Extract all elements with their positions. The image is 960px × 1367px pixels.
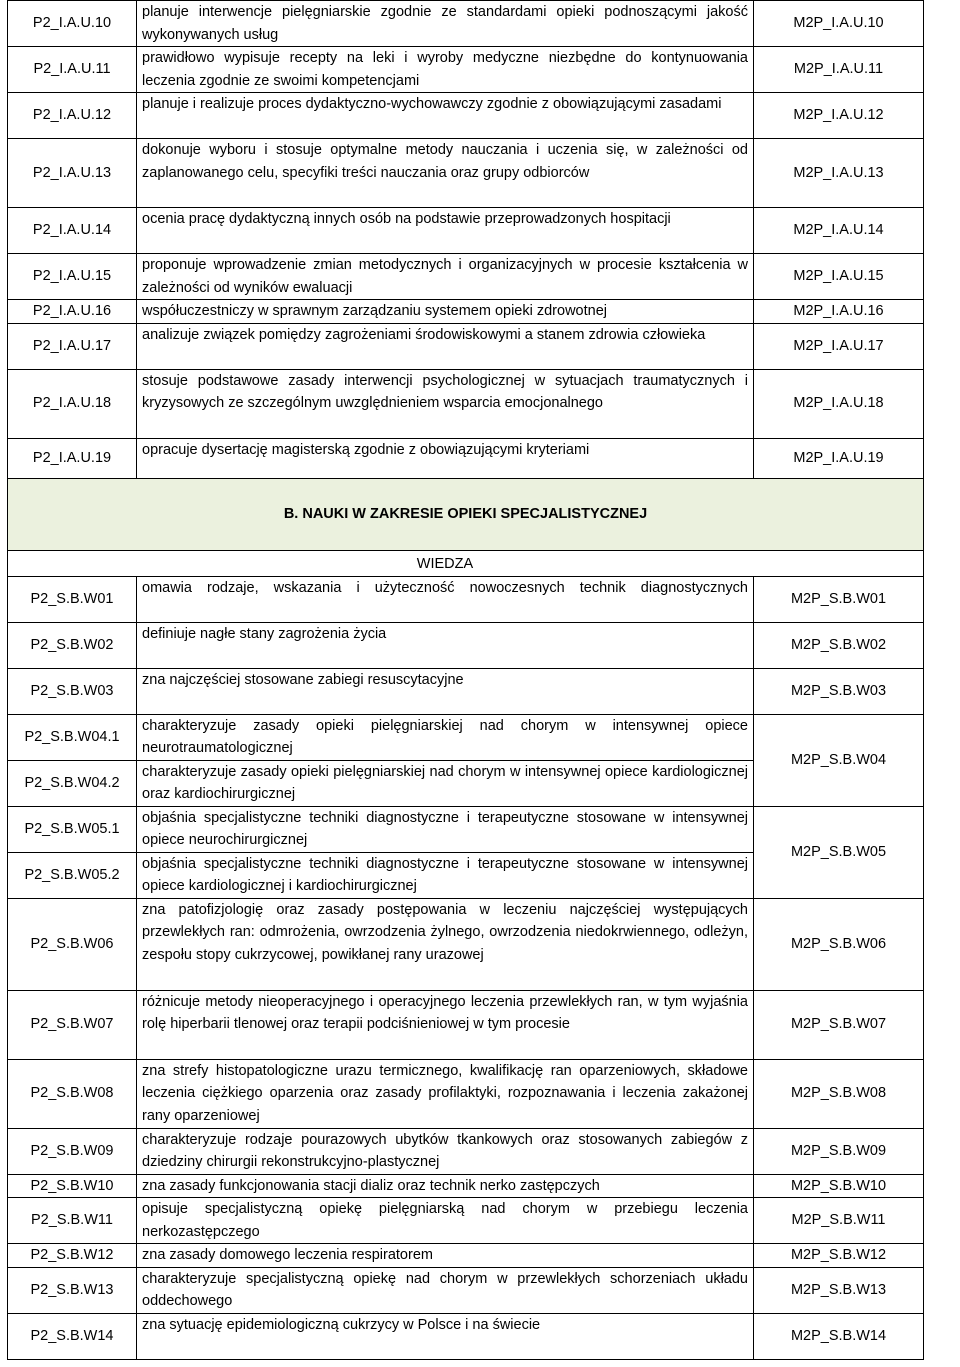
table-row xyxy=(8,1128,924,1174)
table-row xyxy=(8,208,924,254)
table-row xyxy=(8,576,924,622)
outcome-code: P2_S.B.W14 xyxy=(8,1313,137,1359)
outcome-code: P2_I.A.U.11 xyxy=(8,47,137,93)
outcome-reference: M2P_S.B.W12 xyxy=(754,1244,924,1268)
outcome-code: P2_S.B.W01 xyxy=(8,576,137,622)
outcome-description: planuje i realizuje proces dydaktyczno-wychowawczy zgodnie z obowiązującymi zasadami xyxy=(137,93,754,139)
outcome-reference: M2P_S.B.W10 xyxy=(754,1174,924,1198)
outcome-description: objaśnia specjalistyczne techniki diagnostyczne i terapeutyczne stosowane w intensywnej opiece kardiologicznej i kardiochirurgicznej xyxy=(137,852,754,898)
outcome-description: omawia rodzaje, wskazania i użyteczność nowoczesnych technik diagnostycznych xyxy=(137,576,754,622)
table-row xyxy=(8,1059,924,1128)
outcome-description: charakteryzuje specjalistyczną opiekę nad chorym w przewlekłych schorzeniach układu oddechowego xyxy=(137,1267,754,1313)
table-row xyxy=(8,47,924,93)
outcome-code: P2_S.B.W03 xyxy=(8,668,137,714)
outcome-description: definiuje nagłe stany zagrożenia życia xyxy=(137,622,754,668)
table-row xyxy=(8,1,924,47)
outcome-reference: M2P_I.A.U.12 xyxy=(754,93,924,139)
section-heading-row xyxy=(8,478,924,550)
outcome-reference: M2P_S.B.W08 xyxy=(754,1059,924,1128)
outcome-reference: M2P_S.B.W02 xyxy=(754,622,924,668)
table-row xyxy=(8,990,924,1059)
outcome-code: P2_I.A.U.13 xyxy=(8,139,137,208)
table-row xyxy=(8,1313,924,1359)
outcome-code: P2_I.A.U.12 xyxy=(8,93,137,139)
outcome-reference: M2P_I.A.U.13 xyxy=(754,139,924,208)
outcome-code: P2_I.A.U.14 xyxy=(8,208,137,254)
outcome-reference: M2P_I.A.U.15 xyxy=(754,254,924,300)
outcome-description: różnicuje metody nieoperacyjnego i operacyjnego leczenia przewlekłych ran, w tym wyjaśnia rolę hiperbarii tlenowej oraz terapii podciśnieniowej w tym procesie xyxy=(137,990,754,1059)
outcome-reference: M2P_I.A.U.10 xyxy=(754,1,924,47)
outcome-reference: M2P_S.B.W01 xyxy=(754,576,924,622)
table-row xyxy=(8,622,924,668)
outcome-description: proponuje wprowadzenie zmian metodycznych i organizacyjnych w procesie kształcenia w zależności od wyników ewaluacji xyxy=(137,254,754,300)
outcome-description: analizuje związek pomiędzy zagrożeniami środowiskowymi a stanem zdrowia człowieka xyxy=(137,323,754,369)
outcome-reference: M2P_S.B.W05 xyxy=(754,806,924,898)
outcome-code: P2_S.B.W05.1 xyxy=(8,806,137,852)
outcome-description: dokonuje wyboru i stosuje optymalne metody nauczania i uczenia się, w zależności od zaplanowanego celu, specyfiki treści nauczania oraz grupy odbiorców xyxy=(137,139,754,208)
table-row xyxy=(8,1267,924,1313)
outcome-reference: M2P_I.A.U.18 xyxy=(754,369,924,438)
outcome-description: objaśnia specjalistyczne techniki diagnostyczne i terapeutyczne stosowane w intensywnej opiece neurochirurgicznej xyxy=(137,806,754,852)
learning-outcomes-table xyxy=(7,0,924,1360)
outcome-reference: M2P_I.A.U.19 xyxy=(754,438,924,478)
outcome-reference: M2P_S.B.W07 xyxy=(754,990,924,1059)
outcome-reference: M2P_S.B.W11 xyxy=(754,1198,924,1244)
outcome-code: P2_S.B.W08 xyxy=(8,1059,137,1128)
outcome-code: P2_S.B.W02 xyxy=(8,622,137,668)
outcome-reference: M2P_I.A.U.16 xyxy=(754,300,924,324)
outcome-code: P2_S.B.W04.2 xyxy=(8,760,137,806)
outcome-code: P2_I.A.U.19 xyxy=(8,438,137,478)
outcome-description: ocenia pracę dydaktyczną innych osób na podstawie przeprowadzonych hospitacji xyxy=(137,208,754,254)
outcome-reference: M2P_I.A.U.14 xyxy=(754,208,924,254)
table-row xyxy=(8,369,924,438)
outcome-reference: M2P_S.B.W04 xyxy=(754,714,924,806)
outcome-description: zna najczęściej stosowane zabiegi resuscytacyjne xyxy=(137,668,754,714)
outcome-reference: M2P_S.B.W09 xyxy=(754,1128,924,1174)
outcome-description: planuje interwencje pielęgniarskie zgodnie ze standardami opieki podnoszącymi jakość wykonywanych usług xyxy=(137,1,754,47)
table-row xyxy=(8,93,924,139)
outcome-code: P2_S.B.W11 xyxy=(8,1198,137,1244)
table-row xyxy=(8,1174,924,1198)
outcome-description: charakteryzuje zasady opieki pielęgniarskiej nad chorym w intensywnej opiece neurotraumatologicznej xyxy=(137,714,754,760)
outcome-description: prawidłowo wypisuje recepty na leki i wyroby medyczne niezbędne do kontynuowania leczenia zgodnie ze swoimi kompetencjami xyxy=(137,47,754,93)
table-row xyxy=(8,300,924,324)
outcome-description: stosuje podstawowe zasady interwencji psychologicznej w sytuacjach traumatycznych i kryzysowych ze szczególnym uwzględnieniem wsparcia emocjonalnego xyxy=(137,369,754,438)
outcome-code: P2_S.B.W07 xyxy=(8,990,137,1059)
outcome-reference: M2P_S.B.W03 xyxy=(754,668,924,714)
outcome-description: zna zasady domowego leczenia respiratorem xyxy=(137,1244,754,1268)
table-row xyxy=(8,323,924,369)
outcome-description: zna sytuację epidemiologiczną cukrzycy w Polsce i na świecie xyxy=(137,1313,754,1359)
outcome-code: P2_I.A.U.15 xyxy=(8,254,137,300)
table-row xyxy=(8,806,924,852)
outcome-code: P2_S.B.W05.2 xyxy=(8,852,137,898)
outcome-description: opisuje specjalistyczną opiekę pielęgniarską nad chorym w przebiegu leczenia nerkozastępczego xyxy=(137,1198,754,1244)
subsection-heading-row xyxy=(8,550,924,576)
outcome-code: P2_S.B.W04.1 xyxy=(8,714,137,760)
outcome-code: P2_S.B.W10 xyxy=(8,1174,137,1198)
section-title: B. NAUKI W ZAKRESIE OPIEKI SPECJALISTYCZNEJ xyxy=(8,478,924,550)
table-row xyxy=(8,1244,924,1268)
outcome-reference: M2P_S.B.W06 xyxy=(754,898,924,990)
table-row xyxy=(8,898,924,990)
outcome-description: charakteryzuje zasady opieki pielęgniarskiej nad chorym w intensywnej opiece kardiologicznej oraz kardiochirurgicznej xyxy=(137,760,754,806)
table-row xyxy=(8,714,924,760)
table-row xyxy=(8,438,924,478)
outcome-description: zna patofizjologię oraz zasady postępowania w leczeniu najczęściej występujących przewlekłych ran: odmrożenia, owrzodzenia żylnego, owrzodzenia niedokrwiennego, odleżyn, zespołu stopy cukrzycowej, powikłanej rany urazowej xyxy=(137,898,754,990)
outcome-code: P2_S.B.W13 xyxy=(8,1267,137,1313)
outcome-description: opracuje dysertację magisterską zgodnie z obowiązującymi kryteriami xyxy=(137,438,754,478)
outcome-description: charakteryzuje rodzaje pourazowych ubytków tkankowych oraz stosowanych zabiegów z dziedziny chirurgii rekonstrukcyjno-plastycznej xyxy=(137,1128,754,1174)
outcome-reference: M2P_I.A.U.11 xyxy=(754,47,924,93)
outcome-reference: M2P_I.A.U.17 xyxy=(754,323,924,369)
outcome-description: zna zasady funkcjonowania stacji dializ oraz technik nerko zastępczych xyxy=(137,1174,754,1198)
outcome-code: P2_S.B.W09 xyxy=(8,1128,137,1174)
outcome-reference: M2P_S.B.W14 xyxy=(754,1313,924,1359)
outcome-reference: M2P_S.B.W13 xyxy=(754,1267,924,1313)
outcome-code: P2_I.A.U.18 xyxy=(8,369,137,438)
outcome-code: P2_S.B.W12 xyxy=(8,1244,137,1268)
outcome-description: współuczestniczy w sprawnym zarządzaniu systemem opieki zdrowotnej xyxy=(137,300,754,324)
outcome-code: P2_I.A.U.17 xyxy=(8,323,137,369)
outcome-code: P2_S.B.W06 xyxy=(8,898,137,990)
subsection-title: WIEDZA xyxy=(137,550,754,576)
outcome-code: P2_I.A.U.10 xyxy=(8,1,137,47)
table-row xyxy=(8,668,924,714)
outcome-code: P2_I.A.U.16 xyxy=(8,300,137,324)
table-row xyxy=(8,1198,924,1244)
table-row xyxy=(8,254,924,300)
table-row xyxy=(8,139,924,208)
outcome-description: zna strefy histopatologiczne urazu termicznego, kwalifikację ran oparzeniowych, składowe leczenia ciężkiego oparzenia oraz zasady profilaktyki, rozpoznawania i leczenia zakażonej rany oparzeniowej xyxy=(137,1059,754,1128)
